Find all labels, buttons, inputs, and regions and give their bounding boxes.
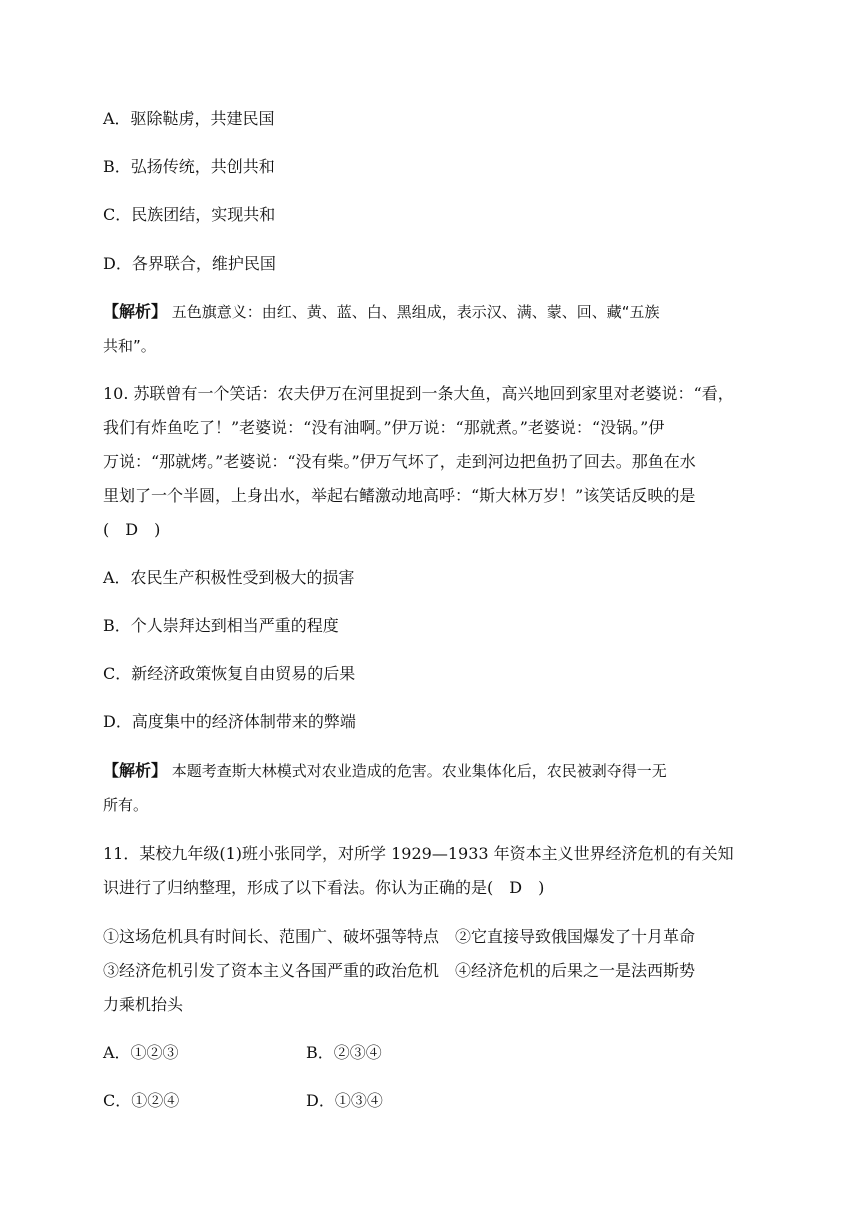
q11-statement-line-1: ①这场危机具有时间长、范围广、破坏强等特点 ②它直接导致俄国爆发了十月革命 <box>103 927 696 946</box>
q10-option-a: A．农民生产积极性受到极大的损害 <box>103 568 355 587</box>
q11-option-c: C．①②④ <box>103 1091 180 1110</box>
q9-option-d: D．各界联合，维护民国 <box>103 254 276 273</box>
q10-stem-line-4: 里划了一个半圆，上身出水，举起右鳍激动地高呼：“斯大林万岁！”该笑话反映的是 <box>103 486 696 505</box>
q11-options-row-1 <box>103 1042 760 1064</box>
q10-stem-line-3: 万说：“那就烤。”老婆说：“没有柴。”伊万气坏了，走到河边把鱼扔了回去。那鱼在水 <box>103 452 696 471</box>
q9-analysis-continued: 共和”。 <box>103 337 156 355</box>
q10-option-b: B．个人崇拜达到相当严重的程度 <box>103 616 339 635</box>
q11-option-b: B．②③④ <box>306 1043 382 1062</box>
analysis-label: 【解析】 <box>103 761 168 780</box>
q11-option-d: D．①③④ <box>306 1091 383 1110</box>
q11-statement-line-3: 力乘机抬头 <box>103 995 184 1014</box>
q11-statement-line-2: ③经济危机引发了资本主义各国严重的政治危机 ④经济危机的后果之一是法西斯势 <box>103 961 696 980</box>
q9-analysis <box>103 301 760 323</box>
q9-option-a: A．驱除鞑虏，共建民国 <box>103 109 275 128</box>
q11-stem-line-1: 11．某校九年级(1)班小张同学，对所学 1929—1933 年资本主义世界经济危机的有关知 <box>103 844 734 863</box>
analysis-label: 【解析】 <box>103 302 168 321</box>
q11-option-a: A．①②③ <box>103 1043 179 1062</box>
q11-stem-line-2: 识进行了归纳整理，形成了以下看法。你认为正确的是( D ) <box>103 878 545 897</box>
q10-option-c: C．新经济政策恢复自由贸易的后果 <box>103 664 356 683</box>
q10-analysis-continued: 所有。 <box>103 796 149 814</box>
q10-stem-line-1: 10. 苏联曾有一个笑话：农夫伊万在河里捉到一条大鱼，高兴地回到家里对老婆说：“看， <box>103 384 734 403</box>
q10-option-d: D．高度集中的经济体制带来的弊端 <box>103 712 356 731</box>
q10-stem-line-2: 我们有炸鱼吃了！”老婆说：“没有油啊。”伊万说：“那就煮。”老婆说：“没锅。”伊 <box>103 418 665 437</box>
analysis-text: 本题考查斯大林模式对农业造成的危害。农业集体化后，农民被剥夺得一无 <box>167 762 667 780</box>
analysis-text: 五色旗意义：由红、黄、蓝、白、黑组成，表示汉、满、蒙、回、藏“五族 <box>167 303 660 321</box>
q9-option-c: C．民族团结，实现共和 <box>103 205 276 224</box>
q9-option-b: B．弘扬传统，共创共和 <box>103 157 275 176</box>
q11-options-row-2 <box>103 1090 760 1112</box>
q10-analysis <box>103 760 760 782</box>
q10-answer: ( D ) <box>103 520 161 539</box>
